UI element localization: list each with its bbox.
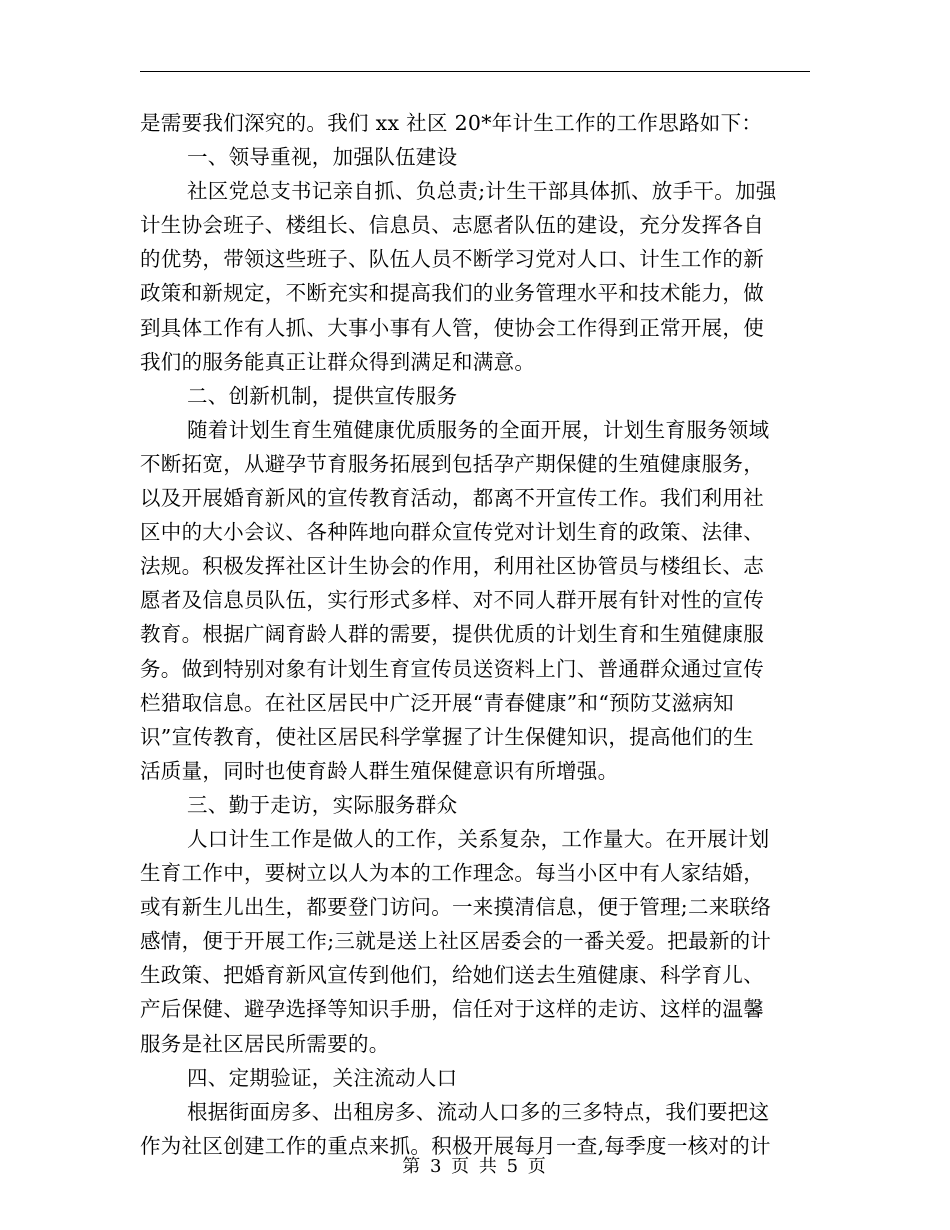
text-line: 产后保健、避孕选择等知识手册，信任对于这样的走访、这样的温馨 [140, 997, 764, 1022]
text-line: 或有新生儿出生，都要登门访问。一来摸清信息，便于管理;二来联络 [140, 895, 772, 920]
text-line: 我们的服务能真正让群众得到满足和满意。 [140, 349, 536, 374]
text-line: 是需要我们深究的。我们 xx 社区 20*年计生工作的工作思路如下： [140, 111, 763, 135]
text-line: 人口计生工作是做人的工作，关系复杂，工作量大。在开展计划 [187, 826, 770, 851]
text-line: 四、定期验证，关注流动人口 [187, 1065, 458, 1090]
text-line: 活质量，同时也使育龄人群生殖保健意识有所增强。 [140, 758, 619, 783]
text-line: 感情，便于开展工作;三就是送上社区居委会的一番关爱。把最新的计 [140, 929, 772, 954]
text-line: 的优势，带领这些班子、队伍人员不断学习党对人口、计生工作的新 [140, 247, 764, 272]
text-line: 法规。积极发挥社区计生协会的作用，利用社区协管员与楼组长、志 [140, 554, 764, 579]
text-line: 服务是社区居民所需要的。 [140, 1031, 390, 1056]
text-line: 不断拓宽，从避孕节育服务拓展到包括孕产期保健的生殖健康服务， [140, 451, 764, 476]
text-line: 根据街面房多、出租房多、流动人口多的三多特点，我们要把这 [187, 1099, 770, 1124]
text-line: 务。做到特别对象有计划生育宣传员送资料上门、普通群众通过宣传 [140, 656, 764, 681]
text-line: 社区党总支书记亲自抓、负总责;计生干部具体抓、放手干。加强 [187, 179, 777, 204]
text-line: 以及开展婚育新风的宣传教育活动，都离不开宣传工作。我们利用社 [140, 486, 764, 511]
header-rule [140, 71, 810, 72]
page-number: 第 3 页 共 5 页 [402, 1156, 548, 1177]
text-line: 教育。根据广阔育龄人群的需要，提供优质的计划生育和生殖健康服 [140, 622, 764, 647]
text-line: 生政策、把婚育新风宣传到他们，给她们送去生殖健康、科学育儿、 [140, 963, 764, 988]
text-line: 生育工作中，要树立以人为本的工作理念。每当小区中有人家结婚， [140, 861, 764, 886]
text-line: 二、创新机制，提供宣传服务 [187, 383, 458, 408]
text-line: 一、领导重视，加强队伍建设 [187, 145, 458, 170]
text-line: 栏猎取信息。在社区居民中广泛开展“青春健康”和“预防艾滋病知 [140, 690, 734, 715]
text-line: 区中的大小会议、各种阵地向群众宣传党对计划生育的政策、法律、 [140, 520, 764, 545]
document-body [140, 106, 815, 1163]
text-line: 随着计划生育生殖健康优质服务的全面开展，计划生育服务领域 [187, 417, 770, 442]
text-line: 计生协会班子、楼组长、信息员、志愿者队伍的建设，充分发挥各自 [140, 213, 764, 238]
text-line: 作为社区创建工作的重点来抓。积极开展每月一查,每季度一核对的计 [140, 1133, 771, 1158]
text-line: 政策和新规定，不断充实和提高我们的业务管理水平和技术能力，做 [140, 281, 764, 306]
text-line: 愿者及信息员队伍，实行形式多样、对不同人群开展有针对性的宣传 [140, 588, 764, 613]
text-line: 三、勤于走访，实际服务群众 [187, 792, 458, 817]
text-line: 到具体工作有人抓、大事小事有人管，使协会工作得到正常开展，使 [140, 315, 764, 340]
text-line: 识”宣传教育，使社区居民科学掌握了计生保健知识，提高他们的生 [140, 724, 754, 749]
